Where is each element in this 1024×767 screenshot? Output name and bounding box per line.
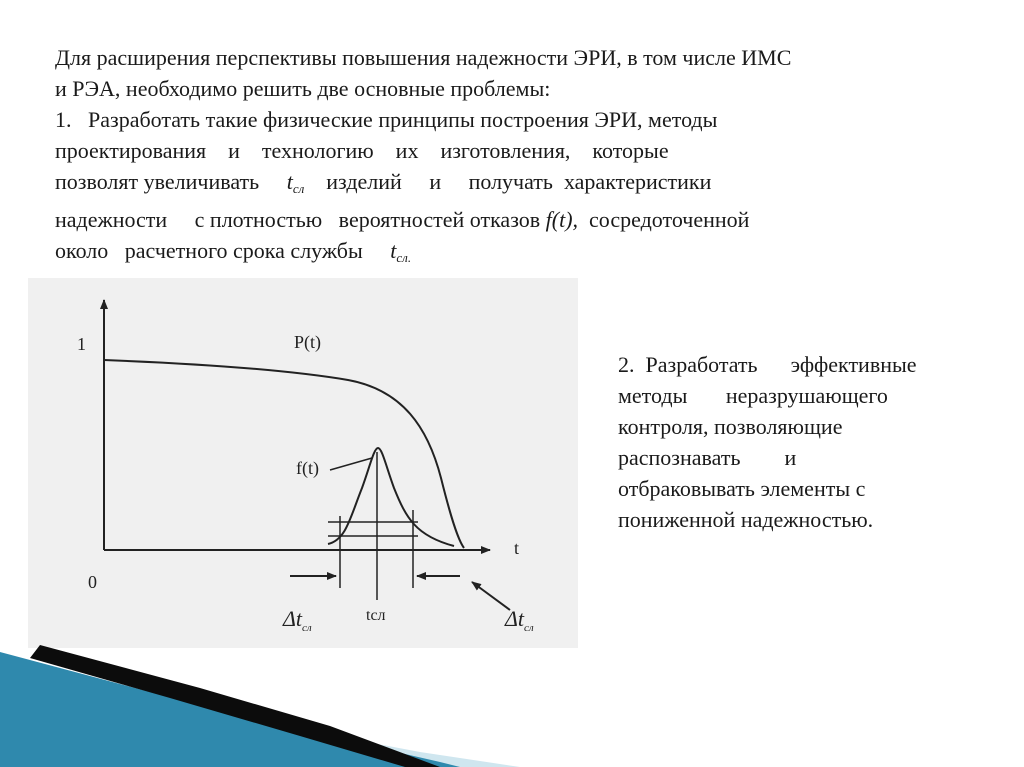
item-2-line-5: отбраковывать элементы с	[618, 476, 866, 501]
intro-line-6-f: f(t),	[545, 207, 579, 232]
item-2-paragraph	[618, 349, 978, 535]
item-2-line-4: распознавать и	[618, 445, 797, 470]
intro-line-6-part-b: сосредоточенной	[578, 207, 750, 232]
y-tick-1: 1	[77, 334, 86, 354]
delta-left-main: Δt	[283, 606, 303, 631]
origin-label: 0	[88, 572, 97, 592]
intro-line-6-part-a: надежности с плотностью вероятностей отказов	[55, 207, 546, 232]
f-curve-label: f(t)	[296, 458, 319, 478]
intro-line-5-sub: сл	[292, 181, 305, 196]
delta-right-main: Δt	[505, 606, 525, 631]
item-2-line-1: 2. Разработать эффективные	[618, 352, 917, 377]
intro-paragraph	[55, 42, 935, 273]
intro-line-7-part-a: около расчетного срока службы	[55, 238, 391, 263]
intro-line-3: 1. Разработать такие физические принципы построения ЭРИ, методы	[55, 107, 718, 132]
reliability-diagram	[28, 278, 578, 648]
intro-line-7-sub: сл.	[396, 250, 412, 265]
delta-left-sub: сл	[302, 622, 312, 634]
intro-line-7	[55, 235, 935, 273]
intro-line-6	[55, 204, 935, 235]
intro-line-1: Для расширения перспективы повышения надежности ЭРИ, в том числе ИМС	[55, 45, 792, 70]
intro-line-5-part-a: позволят увеличивать	[55, 169, 287, 194]
item-2-line-2: методы неразрушающего	[618, 383, 888, 408]
intro-line-5	[55, 166, 935, 204]
reliability-figure	[28, 278, 578, 648]
item-2-line-6: пониженной надежностью.	[618, 507, 874, 532]
decorative-swoosh	[0, 640, 1024, 767]
tsl-label: tсл	[366, 607, 386, 624]
f-label-leader	[330, 458, 372, 470]
intro-line-5-t: t	[286, 169, 293, 194]
intro-line-2: и РЭА, необходимо решить две основные проблемы:	[55, 76, 551, 101]
delta-right-label	[504, 606, 534, 634]
delta-left-label	[282, 606, 312, 634]
t-axis-label: t	[514, 538, 520, 558]
item-2-line-3: контроля, позволяющие	[618, 414, 843, 439]
intro-line-4: проектирования и технологию их изготовления, которые	[55, 138, 669, 163]
delta-right-sub: сл	[524, 622, 534, 634]
p-curve-label: P(t)	[294, 332, 321, 352]
intro-line-7-t: t	[390, 238, 397, 263]
f-curve	[328, 448, 454, 546]
intro-line-5-part-b: изделий и получать характеристики	[304, 169, 712, 194]
